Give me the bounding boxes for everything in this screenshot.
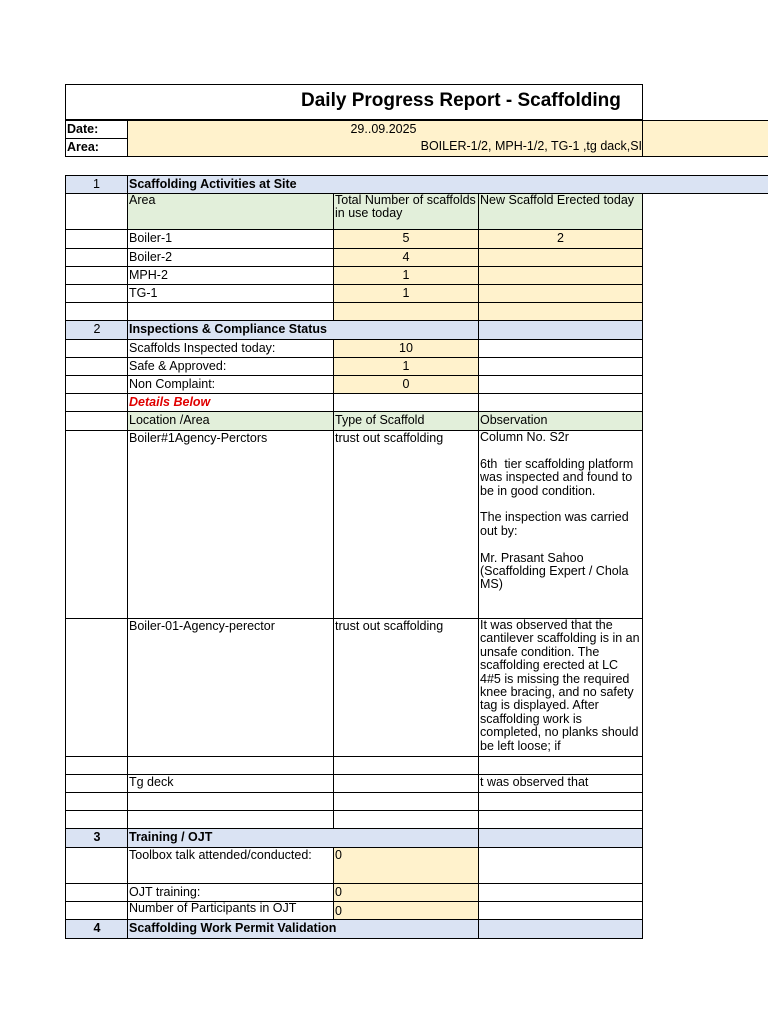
table-row-blank xyxy=(65,431,128,619)
stat-inspected-label: Scaffolds Inspected today: xyxy=(127,340,333,358)
obs3-type xyxy=(333,775,478,793)
section2-title: Inspections & Compliance Status xyxy=(127,321,478,340)
section2-title-fill xyxy=(478,321,643,340)
table-row-blank xyxy=(65,793,128,811)
table-row-blank xyxy=(478,793,643,811)
table-row-blank xyxy=(65,848,128,884)
section1-title: Scaffolding Activities at Site xyxy=(128,175,768,194)
section1-number: 1 xyxy=(65,175,128,194)
table-row-blank xyxy=(65,775,128,793)
table-row-blank[interactable] xyxy=(333,303,478,321)
section4-title-fill xyxy=(478,920,643,939)
table-row-blank xyxy=(65,285,128,303)
table-row-blank xyxy=(478,394,643,412)
table-row-blank xyxy=(65,358,128,376)
row-area-boiler2: Boiler-2 xyxy=(127,249,333,267)
section1-header-blank xyxy=(65,194,128,230)
ojt-participants-value[interactable]: 0 xyxy=(333,902,478,920)
obs1-location: Boiler#1Agency-Perctors xyxy=(127,431,333,619)
section4-title: Scaffolding Work Permit Validation xyxy=(127,920,478,939)
table-row-blank xyxy=(65,249,128,267)
obs1-observation[interactable]: Column No. S2r 6th tier scaffolding platform was inspected and found to be in good condition. The inspection was carried out by: Mr. Prasant Sahoo (Scaffolding Expert / Chola MS) xyxy=(478,431,643,619)
stat-noncompliant-value[interactable]: 0 xyxy=(333,376,478,394)
table-row-blank xyxy=(333,757,478,775)
toolbox-talk-label: Toolbox talk attended/conducted: xyxy=(127,848,333,884)
table-row-blank xyxy=(65,884,128,902)
area-value[interactable]: BOILER-1/2, MPH-1/2, TG-1 ,tg dack,SI xyxy=(128,138,768,157)
ojt-training-value[interactable]: 0 xyxy=(333,884,478,902)
table-row-blank xyxy=(65,267,128,285)
row-total-tg1[interactable]: 1 xyxy=(333,285,478,303)
row-total-boiler2[interactable]: 4 xyxy=(333,249,478,267)
table-row-blank xyxy=(127,757,333,775)
date-value[interactable]: 29..09.2025 xyxy=(128,120,768,139)
section3-number: 3 xyxy=(65,829,128,848)
section4-number: 4 xyxy=(65,920,128,939)
table-row-blank xyxy=(333,793,478,811)
table-row-blank xyxy=(478,376,643,394)
row-total-boiler1[interactable]: 5 xyxy=(333,230,478,249)
row-new-tg1[interactable] xyxy=(478,285,643,303)
table-row-blank xyxy=(65,412,128,431)
table-row-blank xyxy=(65,230,128,249)
obs2-observation[interactable]: It was observed that the cantilever scaffolding is in an unsafe condition. The scaffolding erected at LC 4#5 is missing the required knee bracing, and no safety tag is displayed. After scaffolding work is completed, no planks should be left loose; if xyxy=(478,619,643,757)
table-row-blank xyxy=(478,811,643,829)
obs2-type: trust out scaffolding xyxy=(333,619,478,757)
obs3-observation[interactable]: t was observed that xyxy=(478,775,643,793)
col-header-total: Total Number of scaffolds in use today xyxy=(333,194,478,230)
table-row-blank xyxy=(478,757,643,775)
table-row-blank xyxy=(65,757,128,775)
col-header-location: Location /Area xyxy=(127,412,333,431)
stat-noncompliant-label: Non Complaint: xyxy=(127,376,333,394)
table-row-blank xyxy=(478,340,643,358)
col-header-observation: Observation xyxy=(478,412,643,431)
table-row-blank xyxy=(333,394,478,412)
toolbox-talk-value[interactable]: 0 xyxy=(333,848,478,884)
table-row-blank xyxy=(65,394,128,412)
table-row-blank xyxy=(478,848,643,884)
table-row-blank xyxy=(65,619,128,757)
table-row-blank xyxy=(65,376,128,394)
area-label: Area: xyxy=(65,138,128,157)
row-new-mph2[interactable] xyxy=(478,267,643,285)
table-row-blank xyxy=(333,811,478,829)
row-total-mph2[interactable]: 1 xyxy=(333,267,478,285)
col-header-new: New Scaffold Erected today xyxy=(478,194,643,230)
sheet-edge-top xyxy=(642,120,643,157)
row-area-tg1: TG-1 xyxy=(127,285,333,303)
row-new-boiler2[interactable] xyxy=(478,249,643,267)
section2-number: 2 xyxy=(65,321,128,340)
ojt-participants-label: Number of Participants in OJT xyxy=(127,902,333,920)
table-row-blank xyxy=(65,902,128,920)
details-below-label: Details Below xyxy=(127,394,333,412)
table-row-blank xyxy=(478,884,643,902)
table-row-blank xyxy=(478,358,643,376)
table-row-blank xyxy=(127,793,333,811)
date-label: Date: xyxy=(65,120,128,139)
table-row-blank xyxy=(65,811,128,829)
stat-safe-value[interactable]: 1 xyxy=(333,358,478,376)
section3-title: Training / OJT xyxy=(127,829,478,848)
table-row-blank xyxy=(478,902,643,920)
col-header-area: Area xyxy=(127,194,333,230)
obs3-location: Tg deck xyxy=(127,775,333,793)
page-title: Daily Progress Report - Scaffolding xyxy=(301,90,621,111)
obs2-location: Boiler-01-Agency-perector xyxy=(127,619,333,757)
ojt-training-label: OJT training: xyxy=(127,884,333,902)
row-area-mph2: MPH-2 xyxy=(127,267,333,285)
section3-title-fill xyxy=(478,829,643,848)
col-header-type: Type of Scaffold xyxy=(333,412,478,431)
row-new-boiler1[interactable]: 2 xyxy=(478,230,643,249)
obs1-type: trust out scaffolding xyxy=(333,431,478,619)
table-row-blank xyxy=(127,811,333,829)
row-area-boiler1: Boiler-1 xyxy=(127,230,333,249)
stat-safe-label: Safe & Approved: xyxy=(127,358,333,376)
table-row-blank xyxy=(127,303,333,321)
table-row-blank xyxy=(65,340,128,358)
table-row-blank[interactable] xyxy=(478,303,643,321)
table-row-blank xyxy=(65,303,128,321)
stat-inspected-value[interactable]: 10 xyxy=(333,340,478,358)
